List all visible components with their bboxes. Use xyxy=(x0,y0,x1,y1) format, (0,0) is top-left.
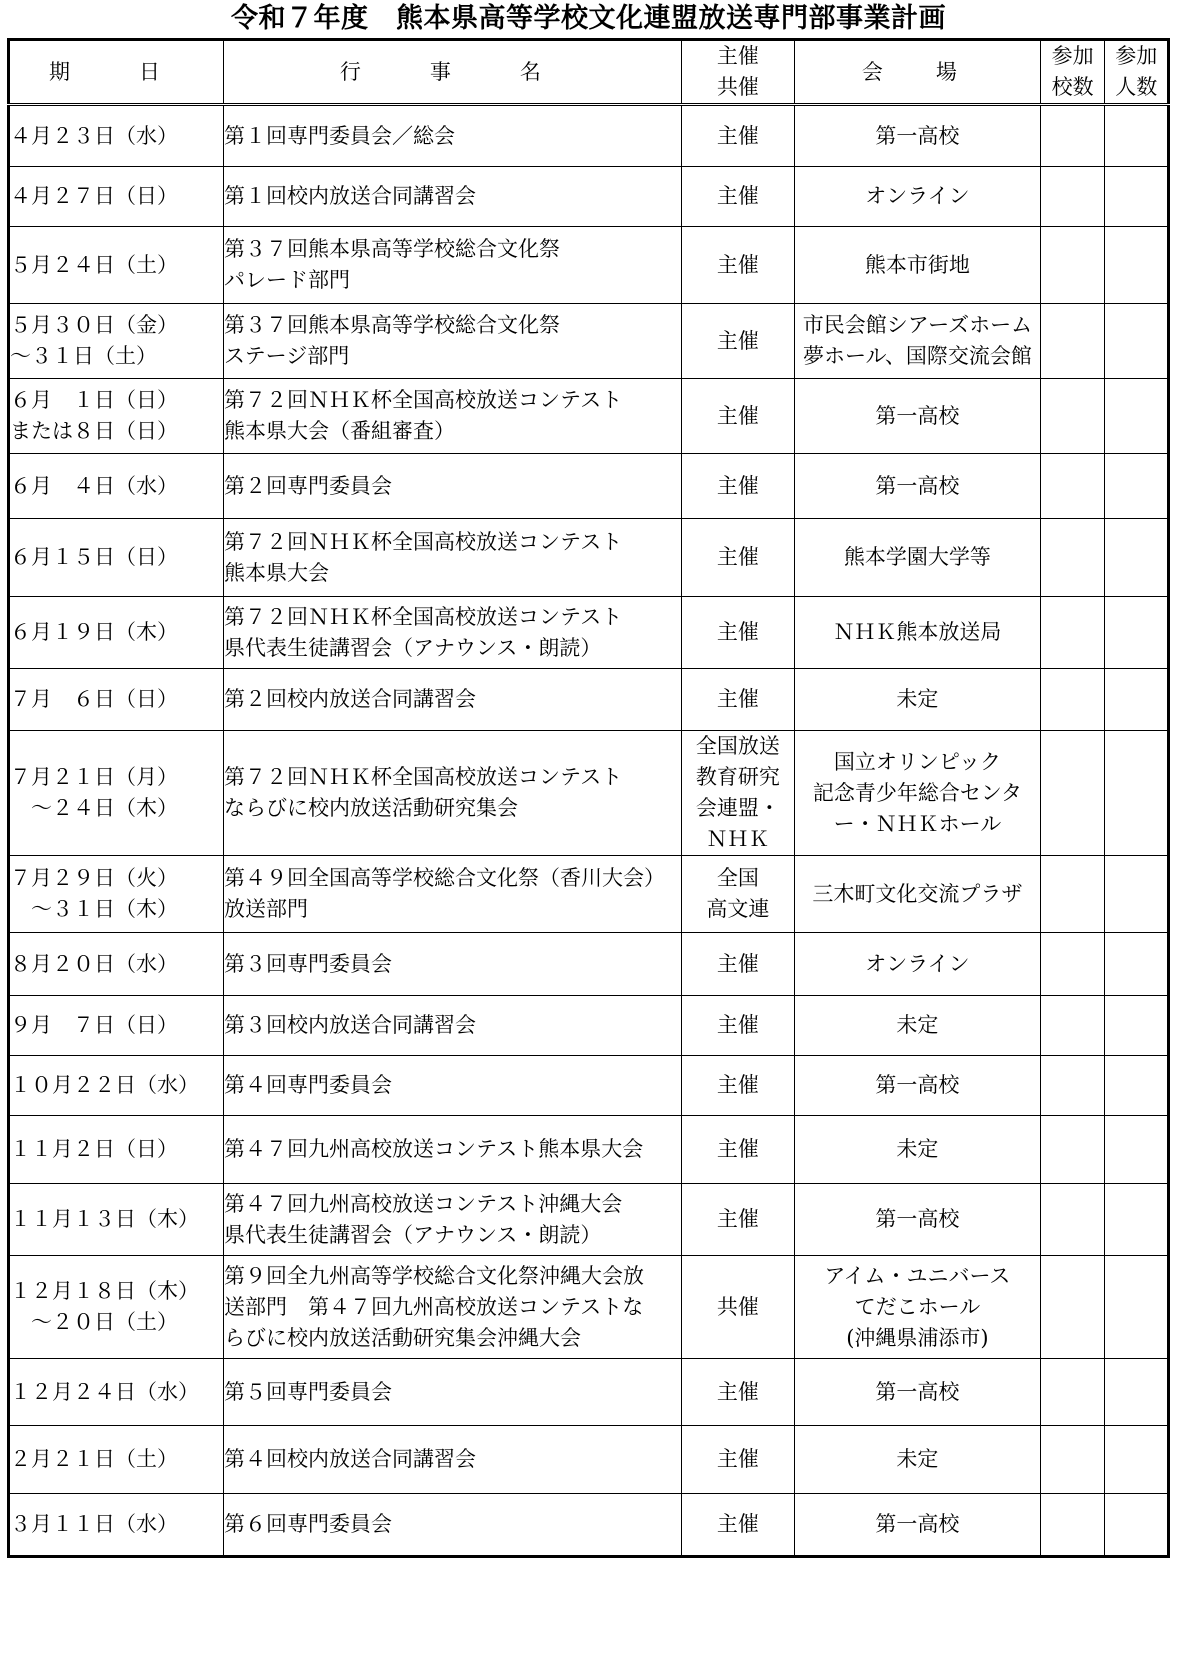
host-cell: 全国放送 教育研究 会連盟・ ＮＨＫ xyxy=(681,731,794,856)
participants-cell xyxy=(1105,597,1169,669)
venue-cell: 第一高校 xyxy=(795,1184,1041,1256)
participants-cell xyxy=(1105,519,1169,597)
date-cell: １２月２４日（水） xyxy=(9,1359,224,1426)
table-row xyxy=(9,304,1169,379)
host-cell: 主催 xyxy=(681,167,794,227)
host-cell: 主催 xyxy=(681,933,794,996)
host-cell: 主催 xyxy=(681,1426,794,1494)
venue-cell: 第一高校 xyxy=(795,1359,1041,1426)
participating-schools-cell xyxy=(1040,731,1105,856)
event-cell: 第７２回ＮＨＫ杯全国高校放送コンテスト 熊本県大会（番組審査） xyxy=(224,379,682,454)
participants-cell xyxy=(1105,1056,1169,1116)
date-cell: ６月１９日（木） xyxy=(9,597,224,669)
venue-cell: オンライン xyxy=(795,933,1041,996)
date-cell: ５月２４日（土） xyxy=(9,227,224,304)
date-cell: ５月３０日（金） ～３１日（土） xyxy=(9,304,224,379)
venue-cell: 国立オリンピック 記念青少年総合センタ ー・ＮＨＫホール xyxy=(795,731,1041,856)
participants-cell xyxy=(1105,996,1169,1056)
table-row xyxy=(9,519,1169,597)
table-row xyxy=(9,1359,1169,1426)
host-cell: 主催 xyxy=(681,597,794,669)
venue-cell: オンライン xyxy=(795,167,1041,227)
table-row xyxy=(9,597,1169,669)
host-cell: 主催 xyxy=(681,1184,794,1256)
host-cell: 主催 xyxy=(681,379,794,454)
participants-cell xyxy=(1105,167,1169,227)
event-cell: 第３回専門委員会 xyxy=(224,933,682,996)
host-cell: 全国 高文連 xyxy=(681,856,794,933)
participating-schools-cell xyxy=(1040,454,1105,519)
event-cell: 第７２回ＮＨＫ杯全国高校放送コンテスト 熊本県大会 xyxy=(224,519,682,597)
header-row xyxy=(9,40,1169,105)
participants-cell xyxy=(1105,669,1169,731)
page-title: 令和７年度 熊本県高等学校文化連盟放送専門部事業計画 xyxy=(231,3,946,34)
event-cell: 第４７回九州高校放送コンテスト沖縄大会 県代表生徒講習会（アナウンス・朗読） xyxy=(224,1184,682,1256)
date-cell: ４月２３日（水） xyxy=(9,105,224,167)
table-row xyxy=(9,1184,1169,1256)
participating-schools-cell xyxy=(1040,519,1105,597)
participating-schools-cell xyxy=(1040,167,1105,227)
venue-cell: 第一高校 xyxy=(795,105,1041,167)
participating-schools-cell xyxy=(1040,1256,1105,1359)
participating-schools-cell xyxy=(1040,227,1105,304)
participating-schools-cell xyxy=(1040,933,1105,996)
host-cell: 主催 xyxy=(681,304,794,379)
date-cell: １１月２日（日） xyxy=(9,1116,224,1184)
date-cell: ６月１５日（日） xyxy=(9,519,224,597)
date-cell: ６月 １日（日） または８日（日） xyxy=(9,379,224,454)
event-cell: 第２回専門委員会 xyxy=(224,454,682,519)
event-cell: 第３７回熊本県高等学校総合文化祭 パレード部門 xyxy=(224,227,682,304)
participants-cell xyxy=(1105,379,1169,454)
date-cell: ７月２９日（火） ～３１日（木） xyxy=(9,856,224,933)
date-cell: ３月１１日（水） xyxy=(9,1494,224,1557)
table-row xyxy=(9,227,1169,304)
venue-cell: 第一高校 xyxy=(795,1056,1041,1116)
host-cell: 主催 xyxy=(681,105,794,167)
venue-cell: 未定 xyxy=(795,996,1041,1056)
participating-schools-cell xyxy=(1040,597,1105,669)
date-cell: ７月 ６日（日） xyxy=(9,669,224,731)
table-row xyxy=(9,669,1169,731)
date-cell: ８月２０日（水） xyxy=(9,933,224,996)
venue-cell: アイム・ユニバース てだこホール (沖縄県浦添市) xyxy=(795,1256,1041,1359)
date-cell: １０月２２日（水） xyxy=(9,1056,224,1116)
venue-cell: 第一高校 xyxy=(795,454,1041,519)
participating-schools-cell xyxy=(1040,856,1105,933)
venue-cell: 熊本市街地 xyxy=(795,227,1041,304)
header-host: 主催 共催 xyxy=(681,40,794,105)
host-cell: 主催 xyxy=(681,1056,794,1116)
participating-schools-cell xyxy=(1040,1116,1105,1184)
participants-cell xyxy=(1105,1426,1169,1494)
header-date: 期 日 xyxy=(9,40,224,105)
participating-schools-cell xyxy=(1040,1494,1105,1557)
header-venue: 会 場 xyxy=(795,40,1041,105)
venue-cell: 熊本学園大学等 xyxy=(795,519,1041,597)
table-row xyxy=(9,105,1169,167)
venue-cell: 第一高校 xyxy=(795,1494,1041,1557)
venue-cell: 未定 xyxy=(795,1426,1041,1494)
event-cell: 第１回校内放送合同講習会 xyxy=(224,167,682,227)
header-event: 行 事 名 xyxy=(224,40,682,105)
event-cell: 第４回校内放送合同講習会 xyxy=(224,1426,682,1494)
host-cell: 共催 xyxy=(681,1256,794,1359)
participants-cell xyxy=(1105,1256,1169,1359)
event-cell: 第５回専門委員会 xyxy=(224,1359,682,1426)
table-row xyxy=(9,379,1169,454)
participating-schools-cell xyxy=(1040,669,1105,731)
participants-cell xyxy=(1105,731,1169,856)
date-cell: ４月２７日（日） xyxy=(9,167,224,227)
table-row xyxy=(9,1056,1169,1116)
participating-schools-cell xyxy=(1040,304,1105,379)
event-cell: 第４７回九州高校放送コンテスト熊本県大会 xyxy=(224,1116,682,1184)
host-cell: 主催 xyxy=(681,669,794,731)
table-row xyxy=(9,933,1169,996)
event-cell: 第６回専門委員会 xyxy=(224,1494,682,1557)
event-cell: 第４回専門委員会 xyxy=(224,1056,682,1116)
date-cell: ７月２１日（月） ～２４日（木） xyxy=(9,731,224,856)
table-row xyxy=(9,996,1169,1056)
participants-cell xyxy=(1105,304,1169,379)
event-cell: 第３回校内放送合同講習会 xyxy=(224,996,682,1056)
participants-cell xyxy=(1105,105,1169,167)
date-cell: ９月 ７日（日） xyxy=(9,996,224,1056)
participants-cell xyxy=(1105,1359,1169,1426)
venue-cell: 三木町文化交流プラザ xyxy=(795,856,1041,933)
schedule-table xyxy=(7,38,1170,1558)
table-row xyxy=(9,1256,1169,1359)
host-cell: 主催 xyxy=(681,996,794,1056)
date-cell: ２月２１日（土） xyxy=(9,1426,224,1494)
host-cell: 主催 xyxy=(681,454,794,519)
participants-cell xyxy=(1105,1116,1169,1184)
participating-schools-cell xyxy=(1040,1359,1105,1426)
event-cell: 第３７回熊本県高等学校総合文化祭 ステージ部門 xyxy=(224,304,682,379)
participants-cell xyxy=(1105,1494,1169,1557)
host-cell: 主催 xyxy=(681,227,794,304)
venue-cell: 未定 xyxy=(795,669,1041,731)
event-cell: 第１回専門委員会／総会 xyxy=(224,105,682,167)
table-row xyxy=(9,856,1169,933)
participating-schools-cell xyxy=(1040,996,1105,1056)
venue-cell: 市民会館シアーズホーム 夢ホール、国際交流会館 xyxy=(795,304,1041,379)
table-row xyxy=(9,731,1169,856)
table-row xyxy=(9,1494,1169,1557)
venue-cell: 未定 xyxy=(795,1116,1041,1184)
participating-schools-cell xyxy=(1040,1056,1105,1116)
date-cell: ６月 ４日（水） xyxy=(9,454,224,519)
participants-cell xyxy=(1105,856,1169,933)
venue-cell: ＮＨＫ熊本放送局 xyxy=(795,597,1041,669)
event-cell: 第２回校内放送合同講習会 xyxy=(224,669,682,731)
date-cell: １１月１３日（木） xyxy=(9,1184,224,1256)
date-cell: １２月１８日（木） ～２０日（土） xyxy=(9,1256,224,1359)
venue-cell: 第一高校 xyxy=(795,379,1041,454)
table-row xyxy=(9,1116,1169,1184)
participants-cell xyxy=(1105,1184,1169,1256)
event-cell: 第９回全九州高等学校総合文化祭沖縄大会放 送部門 第４７回九州高校放送コンテストな らびに校内放送活動研究集会沖縄大会 xyxy=(224,1256,682,1359)
event-cell: 第７２回ＮＨＫ杯全国高校放送コンテスト 県代表生徒講習会（アナウンス・朗読） xyxy=(224,597,682,669)
table-row xyxy=(9,167,1169,227)
table-row xyxy=(9,454,1169,519)
host-cell: 主催 xyxy=(681,519,794,597)
host-cell: 主催 xyxy=(681,1116,794,1184)
event-cell: 第７２回ＮＨＫ杯全国高校放送コンテスト ならびに校内放送活動研究集会 xyxy=(224,731,682,856)
participating-schools-cell xyxy=(1040,1426,1105,1494)
participants-cell xyxy=(1105,227,1169,304)
table-row xyxy=(9,1426,1169,1494)
participants-cell xyxy=(1105,933,1169,996)
header-participants: 参加 人数 xyxy=(1105,40,1169,105)
participating-schools-cell xyxy=(1040,105,1105,167)
header-participating-schools: 参加 校数 xyxy=(1040,40,1105,105)
participants-cell xyxy=(1105,454,1169,519)
event-cell: 第４９回全国高等学校総合文化祭（香川大会） 放送部門 xyxy=(224,856,682,933)
participating-schools-cell xyxy=(1040,1184,1105,1256)
participating-schools-cell xyxy=(1040,379,1105,454)
host-cell: 主催 xyxy=(681,1359,794,1426)
host-cell: 主催 xyxy=(681,1494,794,1557)
